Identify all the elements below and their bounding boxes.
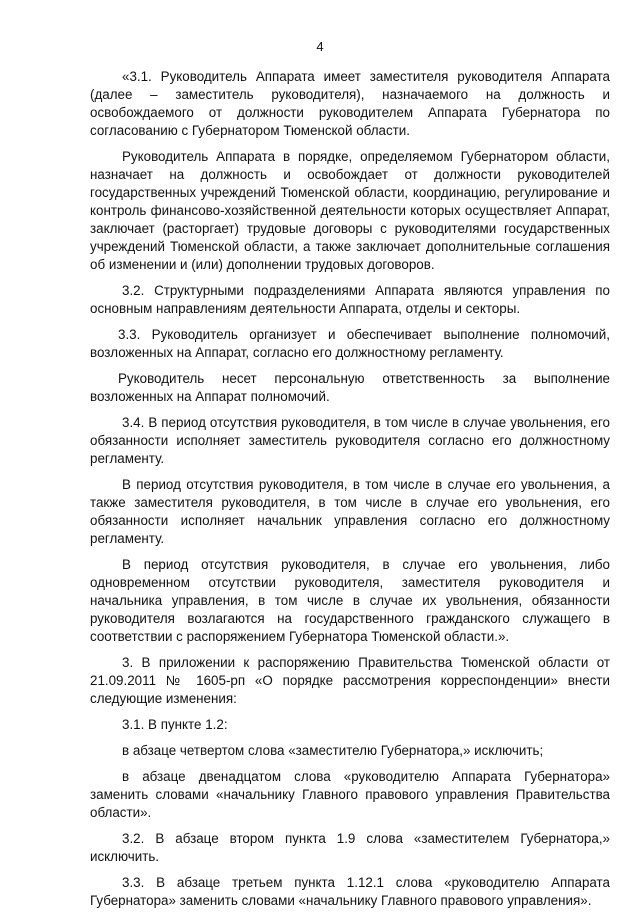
paragraph-absence-2: В период отсутствия руководителя, в случае его увольнения, либо одновременном отсутствии руководителя, заместителя руководителя и начальника управления, в том числе в случае их увольнения, обязанности руководителя возлагаются на государственного гражданского служащего в соответствии с распоряжением Губернатора Тюменской области.». <box>90 557 610 644</box>
paragraph-absence-1: В период отсутствия руководителя, в том числе в случае его увольнения, а также заместителя руководителя, в том числе в случае его увольнения, его обязанности исполняет начальник управления согласно его должностному регламенту. <box>90 477 610 546</box>
paragraph-head-powers: Руководитель Аппарата в порядке, определяемом Губернатором области, назначает на должность и освобождает от должности руководителей государственных учреждений Тюменской области, координацию, регулирование и контроль финансово-хозяйственной деятельности которых осуществляет Аппарат, заключает (расторгает) трудовые договоры с руководителями государственных учреждений Тюменской области, а также заключает дополнительные соглашения об изменении и (или) дополнении трудовых договоров. <box>90 149 610 272</box>
paragraph-3-1: «3.1. Руководитель Аппарата имеет заместителя руководителя Аппарата (далее – заместитель руководителя), назначаемого на должность и освобождаемого от должности руководителем Аппарата Губернатора по согласованию с Губернатором Тюменской области. <box>90 69 610 138</box>
paragraph-abzac-12: в абзаце двенадцатом слова «руководителю Аппарата Губернатора» заменить словами «начальнику Главного правового управления Правительства области». <box>90 769 610 820</box>
paragraph-3-2: 3.2. Структурными подразделениями Аппарата являются управления по основным направлениям деятельности Аппарата, отделы и секторы. <box>90 283 610 316</box>
paragraph-abzac-4: в абзаце четвертом слова «заместителю Губернатора,» исключить; <box>122 743 544 758</box>
paragraph-3-4: 3.4. В период отсутствия руководителя, в том числе в случае увольнения, его обязанности исполняет заместитель руководителя согласно его должностному регламенту. <box>90 415 610 466</box>
paragraph-item-3: 3. В приложении к распоряжению Правительства Тюменской области от 21.09.2011 № 1605-рп «О порядке рассмотрения корреспонденции» внести следующие изменения: <box>90 655 610 706</box>
paragraph-3-3: 3.3. Руководитель организует и обеспечивает выполнение полномочий, возложенных на Аппарат, согласно его должностному регламенту. <box>90 327 610 360</box>
paragraph-responsibility: Руководитель несет персональную ответственность за выполнение возложенных на Аппарат полномочий. <box>90 371 610 404</box>
document-body <box>90 68 610 918</box>
page-number: 4 <box>316 39 324 54</box>
paragraph-item-3-3: 3.3. В абзаце третьем пункта 1.12.1 слова «руководителю Аппарата Губернатора» заменить словами «начальнику Главного правового управления». <box>90 875 610 908</box>
paragraph-item-3-1: 3.1. В пункте 1.2: <box>122 717 228 732</box>
paragraph-item-3-2: 3.2. В абзаце втором пункта 1.9 слова «заместителем Губернатора,» исключить. <box>90 831 610 864</box>
